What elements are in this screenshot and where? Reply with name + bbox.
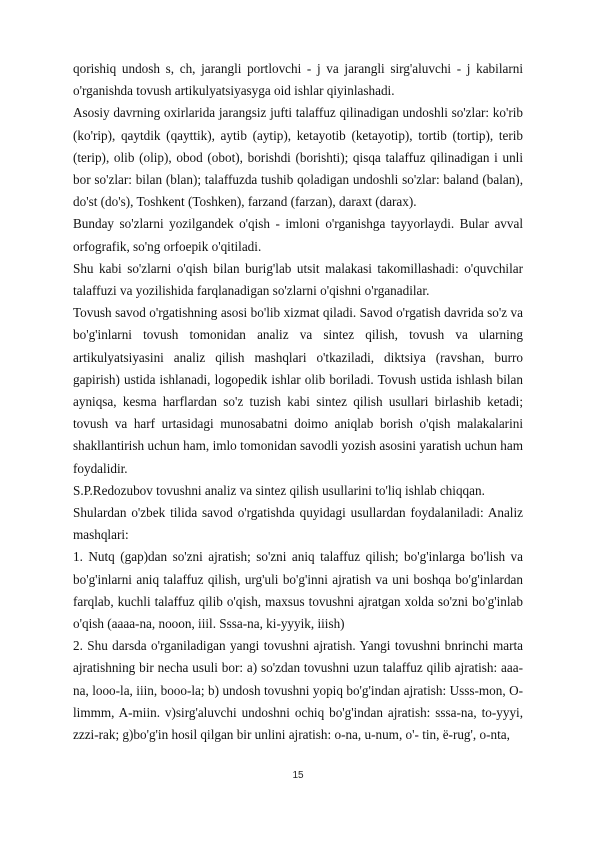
- page-number: 15: [292, 770, 304, 781]
- paragraph-8: 1. Nutq (gap)dan so'zni ajratish; so'zni aniq talaffuz qilish; bo'g'inlarga bo'lish va bo'g'inlarni aniq talaffuz qilish, urg'uli bo'g'inni ajratish va uni boshqa bo'g'inlardan farqlab, kuchli talaffuz qilib o'qish, maxsus tovushni ajratgan xolda so'zni bo'g'inlab o'qish (aaaa-na, nooon, iiil. Sssa-na, ki-yyyik, iiish): [73, 549, 523, 632]
- paragraph-9: 2. Shu darsda o'rganiladigan yangi tovushni ajratish. Yangi tovushni bnrinchi marta ajratishning bir necha usuli bor: a) so'zdan tovushni uzun talaffuz qilib ajratish: aaa-na, looo-la, iiin, booo-la; b) undosh tovushni yopiq bo'g'indan ajratish: Usss-mon, O-limmm, A-miin. v)sirg'aluvchi undoshni ochiq bo'g'indan ajratish: sssa-na, to-yyyi, zzzi-rak; g)bo'g'in hosil qilgan bir unlini ajratish: o-na, u-num, o'- tin, ë-rug', o-nta,: [73, 638, 523, 743]
- paragraph-7: Shulardan o'zbek tilida savod o'rgatishda quyidagi usullardan foydalaniladi: Analiz mashqlari:: [73, 505, 523, 543]
- paragraph-3: Bunday so'zlarni yozilgandek o'qish - imloni o'rganishga tayyorlaydi. Bular avval orfografik, so'ng orfoepik o'qitiladi.: [73, 216, 523, 254]
- paragraph-4: Shu kabi so'zlarni o'qish bilan burig'lab utsit malakasi takomillashadi: o'quvchilar talaffuzi va yozilishida farqlanadigan so'zlarni o'qishni o'rganadilar.: [73, 260, 523, 299]
- paragraph-6: S.P.Redozubov tovushni analiz va sintez qilish usullarini to'liq ishlab chiqqan.: [73, 482, 485, 498]
- paragraph-5: Tovush savod o'rgatishning asosi bo'lib xizmat qiladi. Savod o'rgatish davrida so'z va bo'g'inlarni tovush tomonidan analiz va sintez qilish, tovush va ularning artikulyatsiyasini analiz qilish mashqlari o'tkaziladi, diktsiya (ravshan, burro gapirish) ustida ishlanadi, logopedik ishlar olib boriladi. Tovush ustida ishlash bilan ayniqsa, kesma harflardan so'z tuzish kabi sintez qilish usullari birlashib ketadi; tovush va harf urtasidagi munosabatni doimo aniqlab borish o'qish malakalarini shakllantirish uchun ham, imlo tomonidan savodli yozish asosini yaratish uchun ham foydalidir.: [73, 305, 523, 476]
- paragraph-1: qorishiq undosh s, ch, jarangli portlovchi - j va jarangli sirg'aluvchi - j kabilarni o'rganishda tovush artikulyatsiyasyga oid ishlar qiyinlashadi.: [73, 61, 523, 99]
- body-text: [73, 58, 523, 746]
- paragraph-2: Asosiy davrning oxirlarida jarangsiz jufti talaffuz qilinadigan undoshli so'zlar: ko'rib (ko'rip), qaytdik (qayttik), aytib (aytip), ketayotib (ketayotip), tortib (tortip), terib (terip), olib (olip), obod (obot), borishdi (borishti); qisqa talaffuz qilinadigan i unli bor so'zlar: bilan (blan); talaffuzda tushib qoladigan undoshli so'zlar: baland (balan), do'st (do's), Toshkent (Toshken), farzand (farzan), daraxt (darax).: [73, 105, 523, 210]
